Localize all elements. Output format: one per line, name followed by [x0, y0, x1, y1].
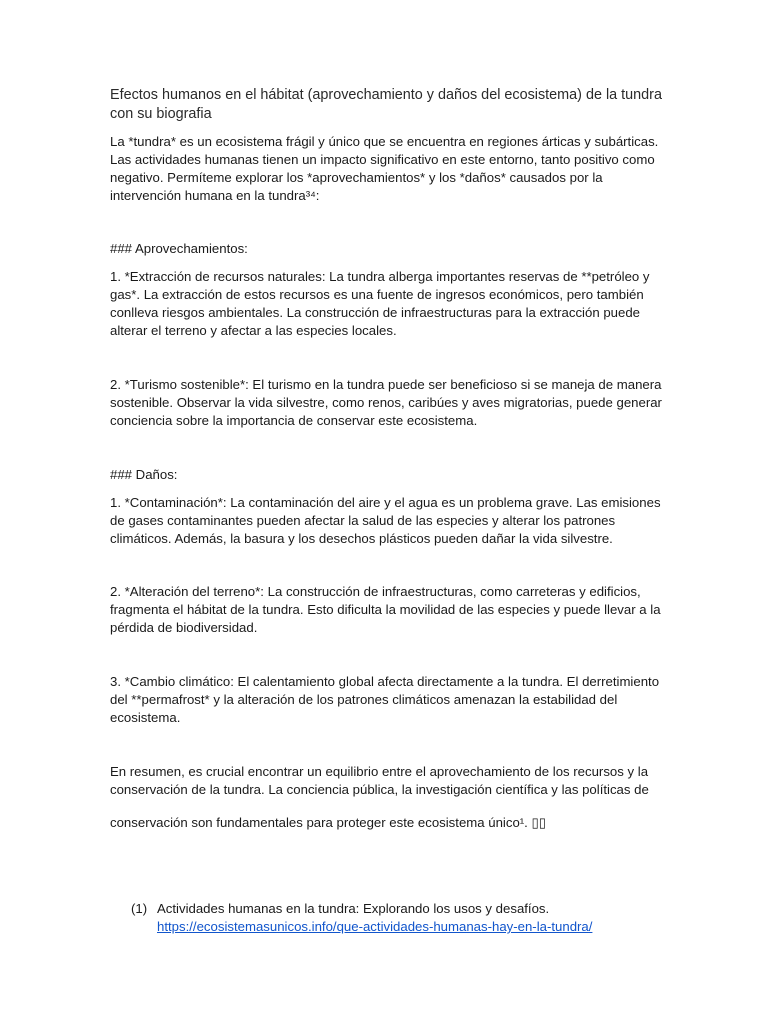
document-title: Efectos humanos en el hábitat (aprovechamiento y daños del ecosistema) de la tundra con su biografia	[110, 87, 662, 122]
aprovechamiento-item-1: 1. *Extracción de recursos naturales: La tundra alberga importantes reservas de **petróleo y gas*. La extracción de estos recursos es una fuente de ingresos económicos, pero también conlleva riesgos ambientales. La construcción de infraestructuras para la extracción puede alterar el terreno y afectar a las especies locales.	[110, 269, 650, 338]
reference-text: Actividades humanas en la tundra: Explorando los usos y desafíos.	[157, 901, 550, 916]
reference-link[interactable]: https://ecosistemasunicos.info/que-actividades-humanas-hay-en-la-tundra/	[157, 919, 593, 934]
dano-item-3: 3. *Cambio climático: El calentamiento global afecta directamente a la tundra. El derretimiento del **permafrost* y la alteración de los patrones climáticos amenazan la estabilidad del ecosistema.	[110, 674, 660, 725]
section-heading-danos: ### Daños:	[110, 467, 178, 482]
section-heading-aprovechamientos: ### Aprovechamientos:	[110, 241, 248, 256]
aprovechamiento-item-2: 2. *Turismo sostenible*: El turismo en la tundra puede ser beneficioso si se maneja de manera sostenible. Observar la vida silvestre, como renos, caribúes y aves migratorias, puede generar conciencia sobre la importancia de conservar este ecosistema.	[110, 377, 662, 428]
intro-paragraph: La *tundra* es un ecosistema frágil y único que se encuentra en regiones árticas y subárticas. Las actividades humanas tienen un impacto significativo en este entorno, tanto positivo como negativo. Permíteme explorar los *aprovechamientos* y los *daños* causados por la intervención humana en la tundra³⁴:	[110, 134, 659, 203]
summary-paragraph-continued: conservación son fundamentales para proteger este ecosistema único¹. ▯▯	[110, 815, 547, 830]
reference-item	[131, 900, 691, 936]
dano-item-1: 1. *Contaminación*: La contaminación del aire y el agua es un problema grave. Las emisiones de gases contaminantes pueden afectar la salud de las especies y alterar los patrones climáticos. Además, la basura y los desechos plásticos pueden dañar la vida silvestre.	[110, 495, 661, 546]
dano-item-2: 2. *Alteración del terreno*: La construcción de infraestructuras, como carreteras y edificios, fragmenta el hábitat de la tundra. Esto dificulta la movilidad de las especies y puede llevar a la pérdida de biodiversidad.	[110, 584, 661, 635]
summary-paragraph: En resumen, es crucial encontrar un equilibrio entre el aprovechamiento de los recursos y la conservación de la tundra. La conciencia pública, la investigación científica y las políticas de	[110, 764, 649, 797]
reference-number: (1)	[131, 901, 148, 916]
reference-body	[157, 900, 592, 936]
